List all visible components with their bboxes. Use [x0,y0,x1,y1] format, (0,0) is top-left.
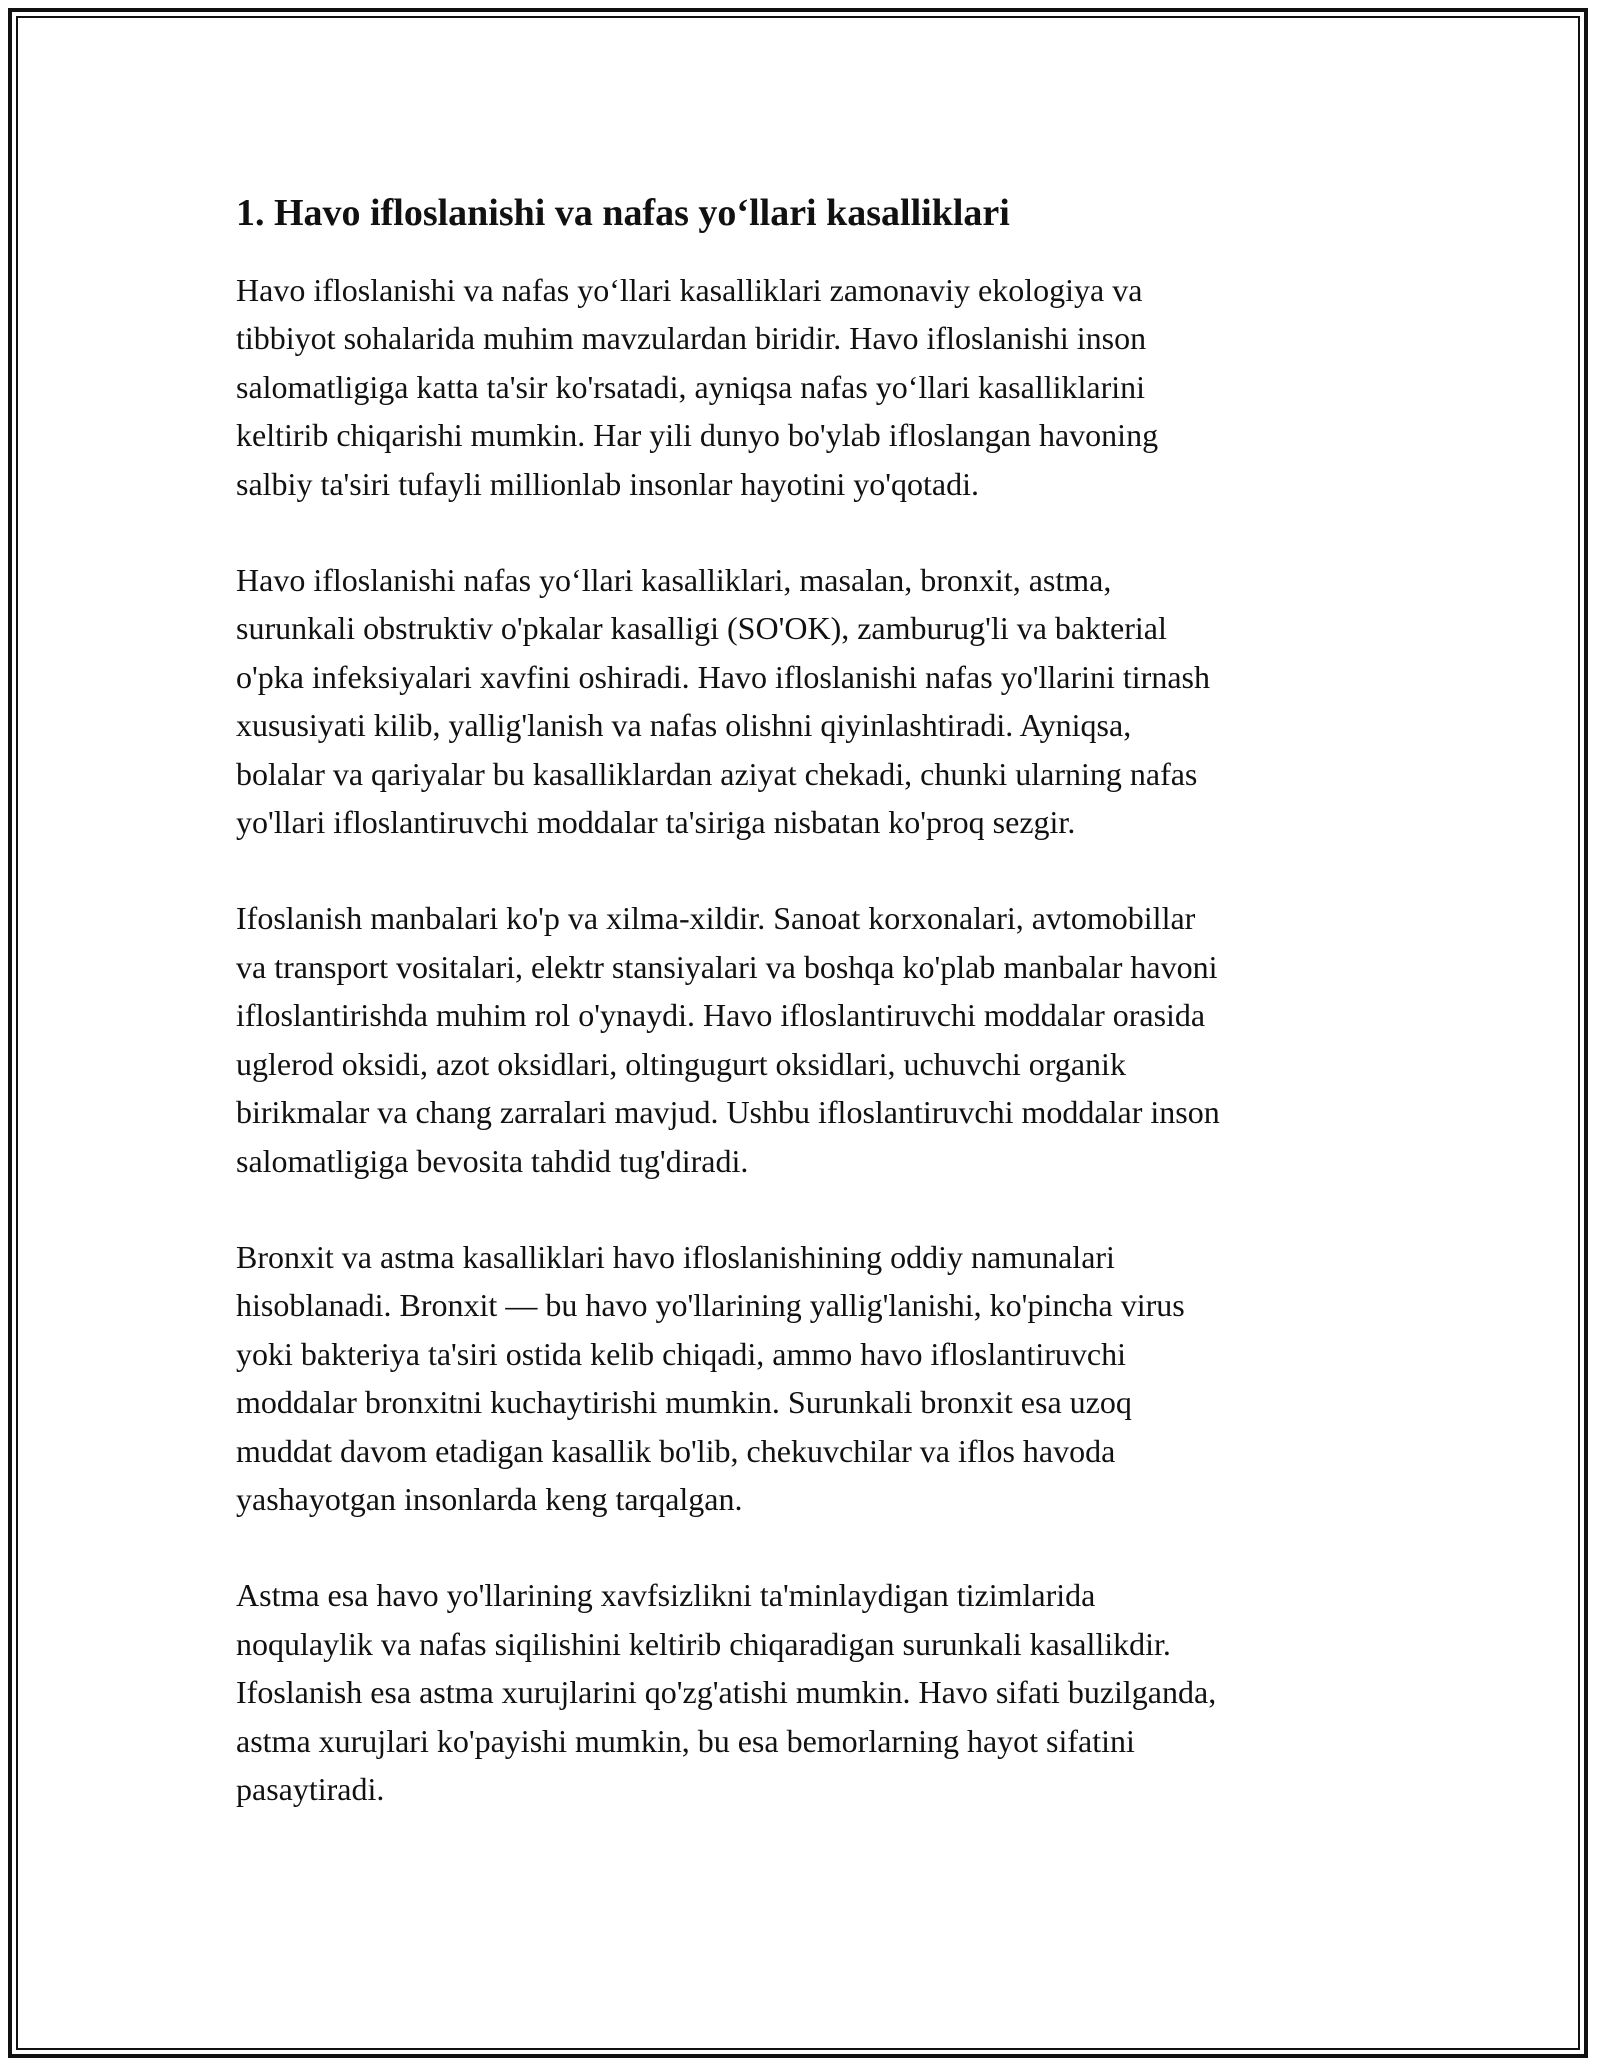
paragraph-1 [236,266,1376,508]
paragraph-3 [236,894,1376,1184]
text-line: ifloslantirishda muhim rol o'ynaydi. Havo ifloslantiruvchi moddalar orasida [236,997,1206,1034]
text-line: salomatligiga bevosita tahdid tug'diradi. [236,1142,749,1179]
text-line: uglerod oksidi, azot oksidlari, oltingugurt oksidlari, uchuvchi organik [236,1045,1126,1082]
text-line: hisoblanadi. Bronxit — bu havo yo'llarining yallig'lanishi, ko'pincha virus [236,1287,1185,1324]
text-line: o'pka infeksiyalari xavfini oshiradi. Havo ifloslanishi nafas yo'llarini tirnash [236,658,1210,695]
text-line: keltirib chiqarishi mumkin. Har yili dunyo bo'ylab ifloslangan havoning [236,417,1159,454]
text-line: muddat davom etadigan kasallik bo'lib, chekuvchilar va iflos havoda [236,1432,1116,1469]
text-line: Astma esa havo yo'llarining xavfsizlikni ta'minlaydigan tizimlarida [236,1577,1096,1614]
section-heading: 1. Havo ifloslanishi va nafas yo‘llari kasalliklari [236,192,1010,234]
text-line: surunkali obstruktiv o'pkalar kasalligi (SO'OK), zamburug'li va bakterial [236,610,1167,647]
text-line: Ifoslanish esa astma xurujlarini qo'zg'atishi mumkin. Havo sifati buzilganda, [236,1674,1217,1711]
text-line: bolalar va qariyalar bu kasalliklardan aziyat chekadi, chunki ularning nafas [236,755,1198,792]
text-line: pasaytiradi. [236,1770,385,1807]
text-line: xususiyati kilib, yallig'lanish va nafas olishni qiyinlashtiradi. Ayniqsa, [236,707,1132,744]
text-line: Ifoslanish manbalari ko'p va xilma-xildir. Sanoat korxonalari, avtomobillar [236,900,1196,937]
text-line: moddalar bronxitni kuchaytirishi mumkin. Surunkali bronxit esa uzoq [236,1384,1132,1421]
document-body [236,186,1376,1861]
text-line: salbiy ta'siri tufayli millionlab insonlar hayotini yo'qotadi. [236,465,979,502]
text-line: va transport vositalari, elektr stansiyalari va boshqa ko'plab manbalar havoni [236,948,1218,985]
text-line: salomatligiga katta ta'sir ko'rsatadi, ayniqsa nafas yo‘llari kasalliklarini [236,368,1146,405]
text-line: Bronxit va astma kasalliklari havo ifloslanishining oddiy namunalari [236,1238,1115,1275]
text-line: Havo ifloslanishi nafas yo‘llari kasalliklari, masalan, bronxit, astma, [236,562,1112,599]
text-line: tibbiyot sohalarida muhim mavzulardan biridir. Havo ifloslanishi inson [236,320,1147,357]
paragraph-5 [236,1571,1376,1813]
paragraph-4 [236,1233,1376,1523]
text-line: yashayotgan insonlarda keng tarqalgan. [236,1480,743,1517]
text-line: yo'llari ifloslantiruvchi moddalar ta'siriga nisbatan ko'proq sezgir. [236,804,1076,841]
text-line: Havo ifloslanishi va nafas yo‘llari kasalliklari zamonaviy ekologiya va [236,272,1143,308]
text-line: noqulaylik va nafas siqilishini keltirib chiqaradigan surunkali kasallikdir. [236,1625,1171,1662]
paragraph-2 [236,556,1376,846]
text-line: birikmalar va chang zarralari mavjud. Ushbu ifloslantiruvchi moddalar inson [236,1094,1220,1131]
text-line: astma xurujlari ko'payishi mumkin, bu esa bemorlarning hayot sifatini [236,1722,1135,1759]
text-line: yoki bakteriya ta'siri ostida kelib chiqadi, ammo havo ifloslantiruvchi [236,1335,1126,1372]
